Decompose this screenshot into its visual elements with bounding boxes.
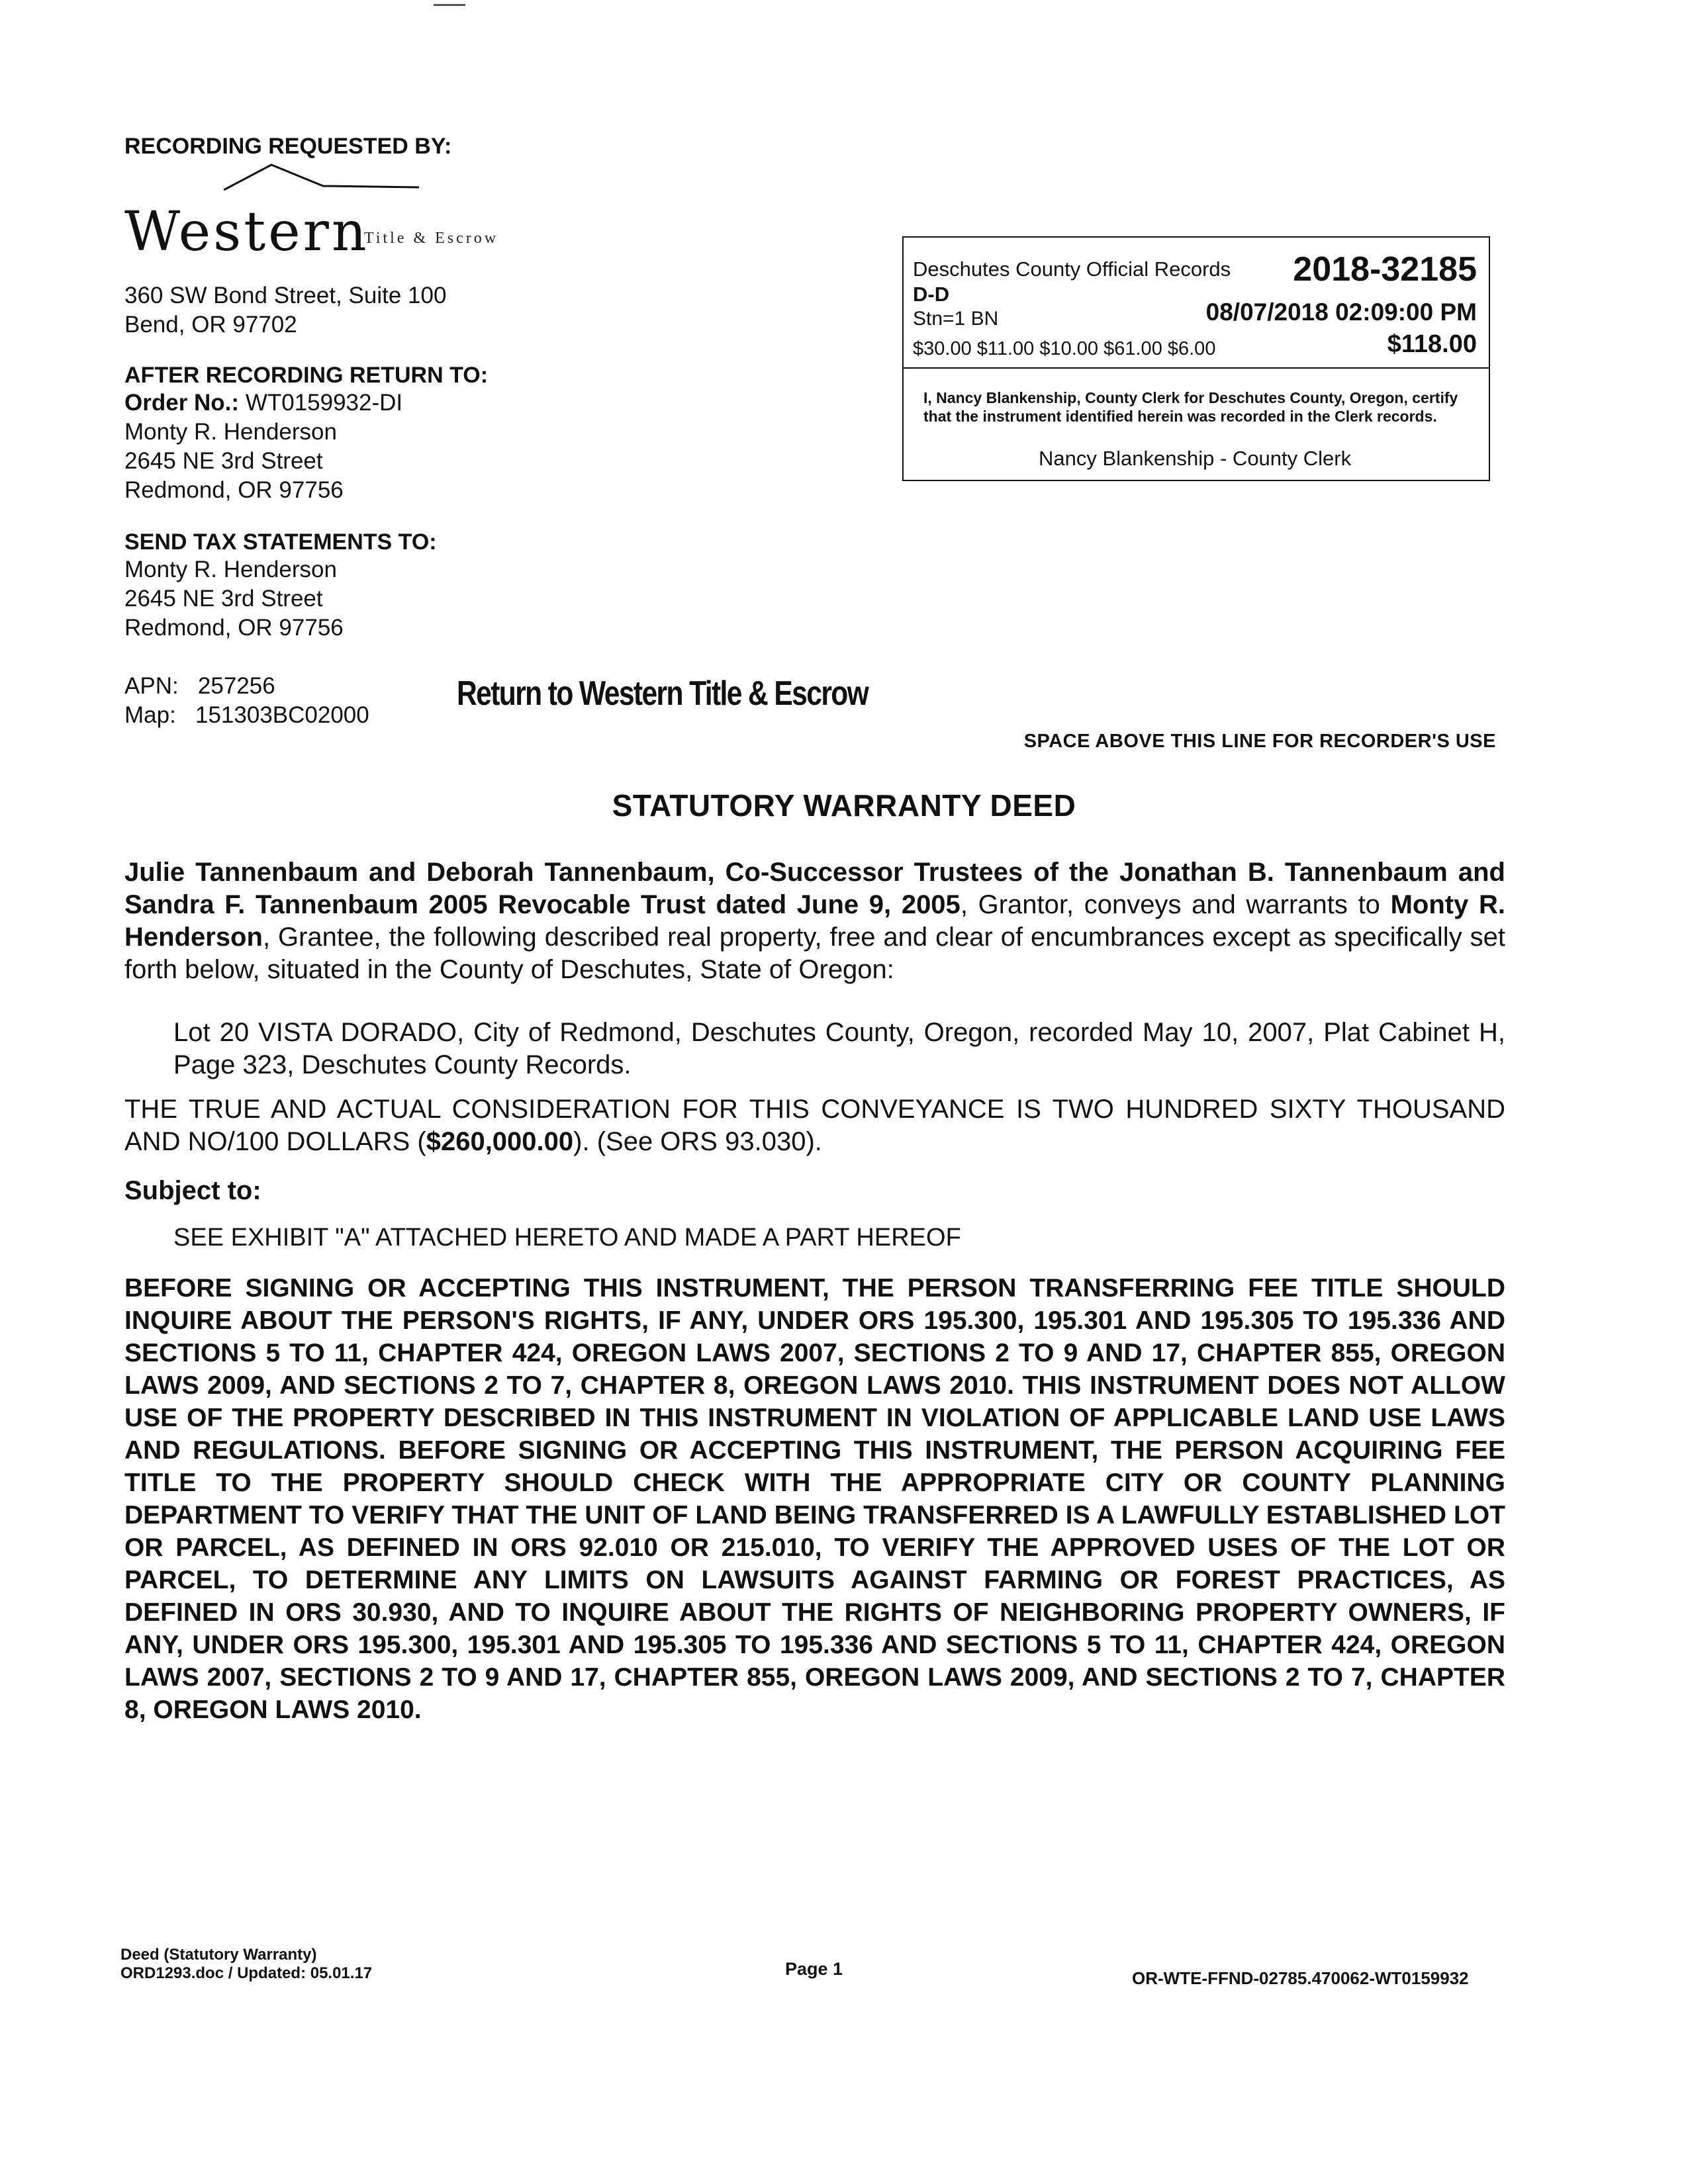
clerk-certification: I, Nancy Blankenship, County Clerk for Deschutes County, Oregon, certify that the instrument identified herein was recorded in the Clerk records. <box>923 389 1458 425</box>
tax-statements-section <box>124 529 437 643</box>
recorder-space-note: SPACE ABOVE THIS LINE FOR RECORDER'S USE <box>1023 731 1496 752</box>
recording-requested-heading: RECORDING REQUESTED BY: <box>124 134 452 159</box>
recorder-divider <box>904 367 1489 369</box>
recorder-stamp-box <box>902 236 1490 481</box>
tax-city: Redmond, OR 97756 <box>124 615 344 641</box>
apn-line <box>124 672 369 701</box>
order-line <box>124 388 488 418</box>
company-city: Bend, OR 97702 <box>124 312 297 338</box>
consideration-paragraph <box>124 1093 1505 1158</box>
grant-paragraph <box>124 856 1505 986</box>
record-date-time: 08/07/2018 02:09:00 PM <box>1205 298 1477 326</box>
apn-label: APN: <box>124 673 179 699</box>
map-value: 151303BC02000 <box>195 702 369 728</box>
record-number: 2018-32185 <box>1293 250 1477 289</box>
legal-description: Lot 20 VISTA DORADO, City of Redmond, Deschutes County, Oregon, recorded May 10, 2007, Plat Cabinet H, Page 323, Deschutes County Records. <box>173 1018 1505 1079</box>
logo-name: Western <box>124 201 369 263</box>
tax-name: Monty R. Henderson <box>124 557 337 582</box>
recorder-county: Deschutes County Official Records <box>913 257 1231 281</box>
after-recording-section <box>124 363 488 505</box>
map-line <box>124 701 369 730</box>
footer-form-info <box>120 1946 372 1983</box>
clerk-name: Nancy Blankenship - County Clerk <box>1039 447 1352 470</box>
grant-text-1: , Grantor, conveys and warrants to <box>960 890 1391 919</box>
grantor-names: Julie Tannenbaum and Deborah Tannenbaum, Co-Successor Trustees of the Jonathan B. Tannenbaum and Sandra F. Tannenbaum 2005 Revocable Trust dated June 9, 2005 <box>124 858 1505 919</box>
return-to-stamp: Return to Western Title & Escrow <box>457 674 868 713</box>
logo-subtitle: Title & Escrow <box>364 230 499 247</box>
tax-statements-heading: SEND TAX STATEMENTS TO: <box>124 529 437 555</box>
record-fees: $30.00 $11.00 $10.00 $61.00 $6.00 <box>913 338 1216 359</box>
logo-mountain-icon <box>224 162 422 195</box>
subject-to-heading: Subject to: <box>124 1176 261 1205</box>
footer-form-file: ORD1293.doc / Updated: 05.01.17 <box>120 1964 373 1982</box>
return-street: 2645 NE 3rd Street <box>124 448 323 474</box>
order-number: WT0159932-DI <box>245 390 403 416</box>
consideration-text-1: THE TRUE AND ACTUAL CONSIDERATION FOR THIS CONVEYANCE IS TWO HUNDRED SIXTY THOUSAND AND NO/100 DOLLARS ( <box>124 1095 1505 1156</box>
map-label: Map: <box>124 702 176 728</box>
record-station: Stn=1 BN <box>913 308 999 330</box>
company-address <box>124 281 446 340</box>
after-recording-heading: AFTER RECORDING RETURN TO: <box>124 363 489 388</box>
record-doc-type: D-D <box>913 283 950 306</box>
consideration-text-2: ). (See ORS 93.030). <box>573 1127 822 1156</box>
consideration-amount: $260,000.00 <box>426 1127 574 1156</box>
land-use-disclaimer: BEFORE SIGNING OR ACCEPTING THIS INSTRUMENT, THE PERSON TRANSFERRING FEE TITLE SHOULD INQUIRE ABOUT THE PERSON'S RIGHTS, IF ANY, UNDER ORS 195.300, 195.301 AND 195.305 TO 195.336 AND SECTIONS 5 TO 11, CHAPTER 424, OREGON LAWS 2007, SECTIONS 2 TO 9 AND 17, CHAPTER 855, OREGON LAWS 2009, AND SECTIONS 2 TO 7, CHAPTER 8, OREGON LAWS 2010. THIS INSTRUMENT DOES NOT ALLOW USE OF THE PROPERTY DESCRIBED IN THIS INSTRUMENT IN VIOLATION OF APPLICABLE LAND USE LAWS AND REGULATIONS. BEFORE SIGNING OR ACCEPTING THIS INSTRUMENT, THE PERSON ACQUIRING FEE TITLE TO THE PROPERTY SHOULD CHECK WITH THE APPROPRIATE CITY OR COUNTY PLANNING DEPARTMENT TO VERIFY THAT THE UNIT OF LAND BEING TRANSFERRED IS A LAWFULLY ESTABLISHED LOT OR PARCEL, AS DEFINED IN ORS 92.010 OR 215.010, TO VERIFY THE APPROVED USES OF THE LOT OR PARCEL, TO DETERMINE ANY LIMITS ON LAWSUITS AGAINST FARMING OR FOREST PRACTICES, AS DEFINED IN ORS 30.930, AND TO INQUIRE ABOUT THE RIGHTS OF NEIGHBORING PROPERTY OWNERS, IF ANY, UNDER ORS 195.300, 195.301 AND 195.305 TO 195.336 AND SECTIONS 5 TO 11, CHAPTER 424, OREGON LAWS 2007, SECTIONS 2 TO 9 AND 17, CHAPTER 855, OREGON LAWS 2009, AND SECTIONS 2 TO 7, CHAPTER 8, OREGON LAWS 2010. <box>124 1274 1505 1724</box>
document-title: STATUTORY WARRANTY DEED <box>612 788 1076 823</box>
company-street: 360 SW Bond Street, Suite 100 <box>124 283 447 308</box>
subject-to-text: SEE EXHIBIT "A" ATTACHED HERETO AND MADE A PART HEREOF <box>173 1224 961 1251</box>
order-label: Order No.: <box>124 390 240 416</box>
return-city: Redmond, OR 97756 <box>124 477 344 503</box>
grant-text-2: , Grantee, the following described real property, free and clear of encumbrances except as specifically set forth below, situated in the County of Deschutes, State of Oregon: <box>124 923 1505 984</box>
footer-reference: OR-WTE-FFND-02785.470062-WT0159932 <box>1132 1968 1469 1988</box>
company-logo <box>124 162 535 261</box>
footer-form-name: Deed (Statutory Warranty) <box>120 1946 317 1964</box>
apn-value: 257256 <box>197 673 275 699</box>
grantee-name: Monty R. Henderson <box>124 890 1505 952</box>
return-name: Monty R. Henderson <box>124 419 337 445</box>
tax-street: 2645 NE 3rd Street <box>124 586 323 612</box>
parcel-info <box>124 672 369 730</box>
scan-artifact-mark <box>434 4 465 6</box>
footer-page-number: Page 1 <box>785 1959 843 1979</box>
record-total: $118.00 <box>1387 330 1477 358</box>
